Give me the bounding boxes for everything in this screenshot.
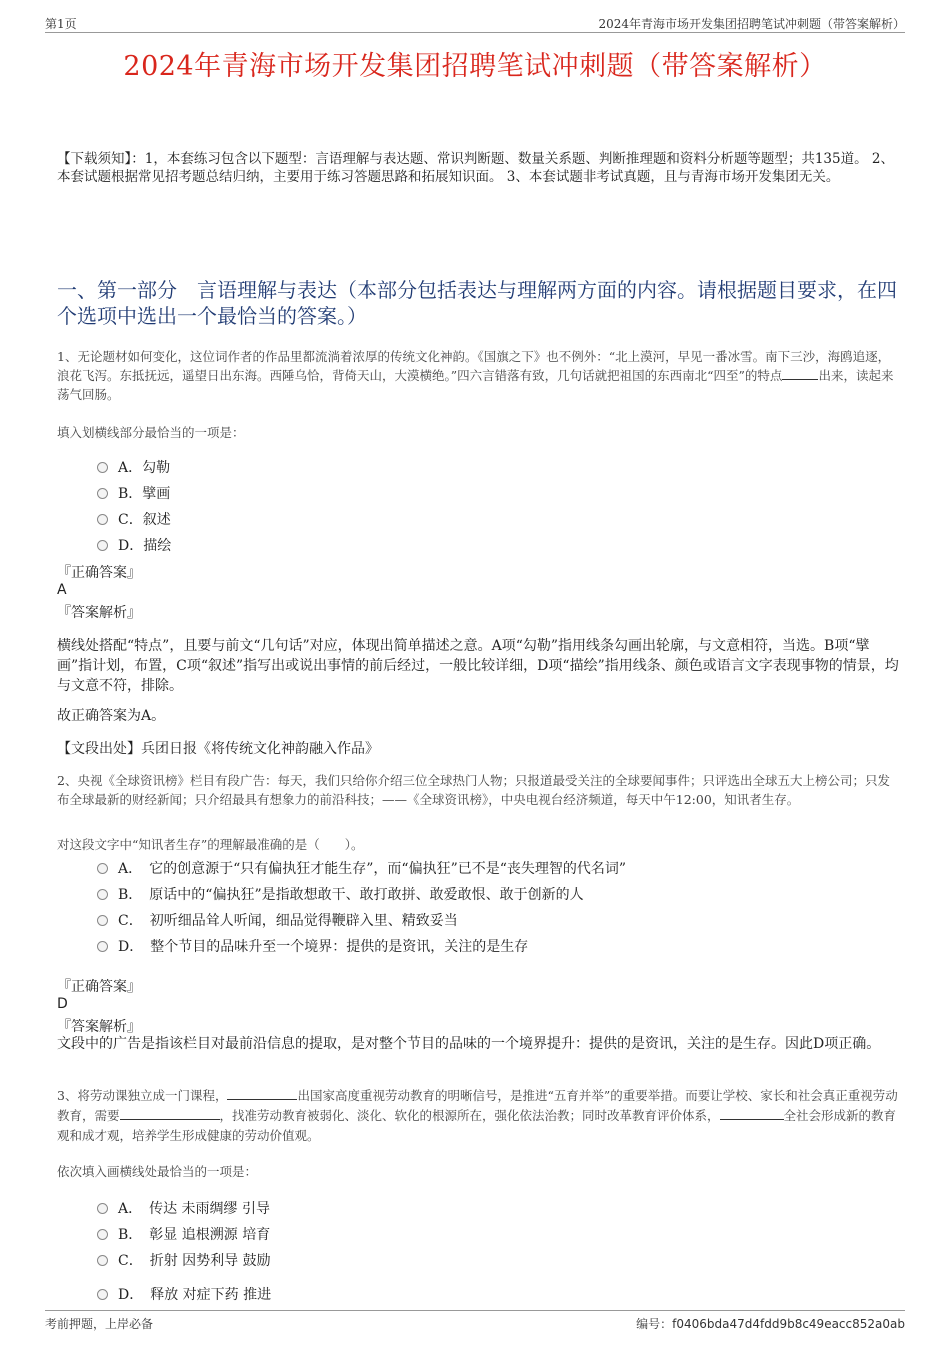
q1-option-a[interactable]: A．勾勒 <box>97 457 170 477</box>
radio-icon[interactable] <box>97 1203 108 1214</box>
q3-stem-part-d: 全社会形成新的教育观和成才观，培养学生形成健康的劳动价值观。 <box>57 1108 897 1143</box>
header-rule <box>45 32 905 33</box>
radio-icon[interactable] <box>97 540 108 551</box>
footer-rule <box>45 1310 905 1311</box>
fill-blank <box>720 1106 784 1120</box>
radio-icon[interactable] <box>97 514 108 525</box>
fill-blank <box>227 1086 297 1100</box>
footer-code-label: 编号： <box>636 1317 673 1331</box>
fill-blank <box>120 1106 220 1120</box>
q3-option-c[interactable]: C． 折射 因势利导 鼓励 <box>97 1250 271 1270</box>
q2-option-b[interactable]: B． 原话中的“偏执狂”是指敢想敢干、敢打敢拼、敢爱敢恨、敢于创新的人 <box>97 884 584 904</box>
section-heading: 一、第一部分 言语理解与表达（本部分包括表达与理解两方面的内容。请根据题目要求，在四个选项中选出一个最恰当的答案。） <box>57 278 897 328</box>
q1-option-d[interactable]: D．描绘 <box>97 535 171 555</box>
radio-icon[interactable] <box>97 941 108 952</box>
q1-analysis: 横线处搭配“特点”，且要与前文“几句话”对应，体现出简单描述之意。A项“勾勒”指用线条勾画出轮廓，与文意相符，当选。B项“擘画”指计划，布置，C项“叙述”指写出或说出事情的前后经过，一般比较详细，D项“描绘”指用线条、颜色或语言文字表现事物的情景，均与文意不符，排除。 <box>57 638 899 694</box>
radio-icon[interactable] <box>97 488 108 499</box>
question-1-stem <box>57 347 902 404</box>
q1-analysis-label: 『答案解析』 <box>57 605 141 621</box>
question-2-stem: 2、央视《全球资讯榜》栏目有段广告：每天，我们只给你介绍三位全球热门人物；只报道最受关注的全球要闻事件；只评选出全球五大上榜公司；只发布全球最新的财经新闻；只介绍最具有想象力的前沿科技；——《全球资讯榜》，中央电视台经济频道，每天中午12:00，知讯者生存。 <box>57 773 890 807</box>
q2-option-a[interactable]: A． 它的创意源于“只有偏执狂才能生存”，而“偏执狂”已不是“丧失理智的代名词” <box>97 858 626 878</box>
q1-source: 【文段出处】兵团日报《将传统文化神韵融入作品》 <box>57 741 379 757</box>
q2-option-c[interactable]: C． 初听细品耸人听闻，细品觉得鞭辟入里、精致妥当 <box>97 910 458 930</box>
q2-option-d[interactable]: D． 整个节目的品味升至一个境界：提供的是资讯，关注的是生存 <box>97 936 528 956</box>
q2-correct-answer: D <box>57 996 68 1012</box>
q3-option-b[interactable]: B． 彰显 追根溯源 培育 <box>97 1224 270 1244</box>
fill-blank <box>782 366 818 380</box>
q2-analysis-label: 『答案解析』 <box>57 1019 141 1035</box>
footer-slogan: 考前押题，上岸必备 <box>45 1317 154 1331</box>
q3-stem-part-a: 3、将劳动课独立成一门课程， <box>57 1088 228 1103</box>
header-doc-title: 2024年青海市场开发集团招聘笔试冲刺题（带答案解析） <box>598 17 905 31</box>
radio-icon[interactable] <box>97 1229 108 1240</box>
q1-stem-part-b: 出来，读起来荡气回肠。 <box>57 368 894 402</box>
question-3-stem <box>57 1086 902 1146</box>
q2-correct-label: 『正确答案』 <box>57 979 141 995</box>
radio-icon[interactable] <box>97 462 108 473</box>
radio-icon[interactable] <box>97 1255 108 1266</box>
q1-correct-answer: A <box>57 582 67 598</box>
q1-option-c[interactable]: C．叙述 <box>97 509 171 529</box>
q1-correct-label: 『正确答案』 <box>57 565 141 581</box>
q2-analysis: 文段中的广告是指该栏目对最前沿信息的提取，是对整个节目的品味的一个境界提升：提供的是资讯，关注的是生存。因此D项正确。 <box>57 1036 881 1052</box>
download-notice: 【下载须知】：1，本套练习包含以下题型：言语理解与表达题、常识判断题、数量关系题、判断推理题和资料分析题等题型；共135道。 2、本套试题根据常见招考题总结归纳，主要用于练习答题思路和拓展知识面。 3、本套试题非考试真题，且与青海市场开发集团无关。 <box>57 151 894 185</box>
document-title: 2024年青海市场开发集团招聘笔试冲刺题（带答案解析） <box>123 51 827 82</box>
q1-option-b[interactable]: B．擘画 <box>97 483 170 503</box>
q3-stem-part-b: 出国家高度重视劳动教育的明晰信号，是推进“五育并举”的重要举措。而要让学校、家长和社会真正重视劳动教育，需要 <box>57 1088 898 1123</box>
page-number: 第1页 <box>45 17 77 31</box>
radio-icon[interactable] <box>97 1289 108 1300</box>
q3-option-d[interactable]: D． 释放 对症下药 推进 <box>97 1284 271 1304</box>
q1-stem-part-a: 1、无论题材如何变化，这位词作者的作品里都流淌着浓厚的传统文化神韵。《国旗之下》也不例外：“北上漠河，早见一番冰雪。南下三沙，海鸥追逐，浪花飞泻。东抵抚远，遥望日出东海。西陲乌恰，背倚天山，大漠横绝。”四六言错落有致，几句话就把祖国的东西南北“四至”的特点 <box>57 349 891 383</box>
radio-icon[interactable] <box>97 915 108 926</box>
footer-code <box>636 1315 905 1332</box>
q1-conclusion: 故正确答案为A。 <box>57 708 166 724</box>
radio-icon[interactable] <box>97 863 108 874</box>
q3-option-a[interactable]: A． 传达 未雨绸缪 引导 <box>97 1198 270 1218</box>
footer-code-value: f0406bda47d4fdd9b8c49eacc852a0ab <box>672 1317 905 1331</box>
question-3-prompt: 依次填入画横线处最恰当的一项是： <box>57 1164 258 1179</box>
q3-stem-part-c: ，找准劳动教育被弱化、淡化、软化的根源所在，强化依法治教；同时改革教育评价体系， <box>219 1108 720 1123</box>
question-2-prompt: 对这段文字中“知讯者生存”的理解最准确的是（ ）。 <box>57 837 364 852</box>
question-1-prompt: 填入划横线部分最恰当的一项是： <box>57 425 245 440</box>
radio-icon[interactable] <box>97 889 108 900</box>
